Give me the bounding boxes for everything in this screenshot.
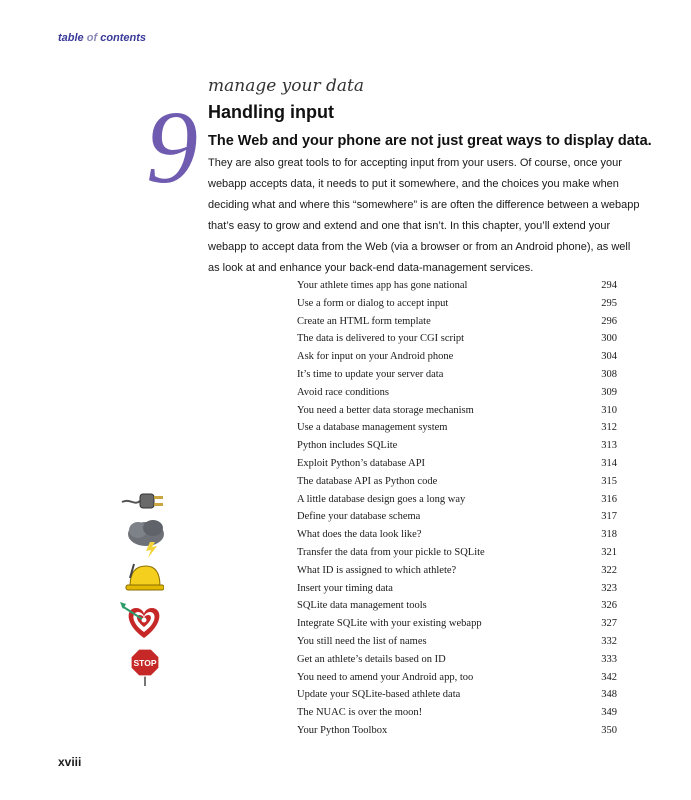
toc-entry-title: Exploit Python’s database API: [297, 457, 426, 469]
plug-icon: [120, 488, 168, 514]
toc-entry[interactable]: [297, 437, 617, 455]
toc-entry-page: 310: [601, 404, 617, 416]
header-prefix: table: [58, 32, 84, 44]
toc-entry-page: 321: [601, 546, 617, 558]
toc-entry-title: Use a database management system: [297, 422, 448, 434]
chapter-number: 9: [146, 90, 198, 205]
toc-entry-page: 296: [601, 315, 617, 327]
toc-entry-page: 348: [601, 689, 617, 701]
toc-entry[interactable]: [297, 526, 617, 544]
toc-entry-title: Use a form or dialog to accept input: [297, 297, 449, 309]
toc-entry-title: Update your SQLite-based athlete data: [297, 689, 461, 701]
toc-entry[interactable]: [297, 704, 617, 722]
toc-entry-title: What does the data look like?: [297, 529, 422, 541]
toc-entry-title: The NUAC is over the moon!: [297, 707, 423, 719]
toc-entry-title: Your Python Toolbox: [297, 724, 388, 736]
toc-entry-page: 295: [601, 297, 617, 309]
toc-entry-title: SQLite data management tools: [297, 600, 427, 612]
storm-cloud-icon: [126, 518, 168, 558]
toc-entry[interactable]: [297, 384, 617, 402]
toc-entry-title: A little database design goes a long way: [297, 493, 466, 505]
toc-entry[interactable]: [297, 348, 617, 366]
toc-entry-title: The database API as Python code: [297, 475, 438, 487]
target-heart-icon: [120, 600, 168, 640]
toc-entry[interactable]: [297, 615, 617, 633]
toc-entry-page: 318: [601, 529, 617, 541]
toc-entry[interactable]: [297, 313, 617, 331]
toc-entry-page: 317: [601, 511, 617, 523]
toc-entry-page: 314: [601, 457, 617, 469]
hard-hat-icon: [124, 560, 164, 594]
toc-entry-title: Python includes SQLite: [297, 440, 398, 452]
toc-entry[interactable]: [297, 455, 617, 473]
toc-entry-page: 327: [601, 618, 617, 630]
toc-entry-title: Ask for input on your Android phone: [297, 351, 454, 363]
header-of: of: [86, 32, 98, 44]
toc-entry-page: 316: [601, 493, 617, 505]
toc-entry[interactable]: [297, 580, 617, 598]
page-number: xviii: [58, 755, 82, 769]
toc-entry[interactable]: [297, 597, 617, 615]
toc-entry[interactable]: [297, 330, 617, 348]
section-header: [58, 32, 146, 44]
toc-entry-page: 294: [601, 280, 617, 291]
toc-entry[interactable]: [297, 491, 617, 509]
toc-entry[interactable]: [297, 366, 617, 384]
toc-entry-page: 349: [601, 707, 617, 719]
toc-entry-title: Transfer the data from your pickle to SQLite: [297, 546, 485, 558]
toc-entry-page: 304: [601, 351, 617, 363]
toc-entry-page: 332: [601, 635, 617, 647]
toc-entry-page: 322: [601, 564, 617, 576]
toc-entry-page: 313: [601, 440, 617, 452]
toc-entry-title: The data is delivered to your CGI script: [297, 333, 465, 345]
toc-list: [297, 277, 617, 740]
toc-entry-page: 308: [601, 368, 617, 380]
toc-entry-page: 315: [601, 475, 617, 487]
toc-entry-page: 342: [601, 671, 617, 683]
stop-sign-icon: [130, 648, 160, 686]
toc-entry[interactable]: [297, 633, 617, 651]
toc-entry-title: You still need the list of names: [297, 635, 427, 647]
toc-entry[interactable]: [297, 669, 617, 687]
toc-entry[interactable]: [297, 508, 617, 526]
toc-entry[interactable]: [297, 295, 617, 313]
toc-entry-title: Your athlete times app has gone national: [297, 280, 468, 291]
toc-entry-page: 300: [601, 333, 617, 345]
toc-entry-title: You need to amend your Android app, too: [297, 671, 474, 683]
chapter-title: Handling input: [208, 102, 334, 122]
toc-entry-title: Insert your timing data: [297, 582, 393, 594]
toc-entry[interactable]: [297, 544, 617, 562]
chapter-description: They are also great tools to for accepting input from your users. Of course, once your webapp accepts data, it needs to put it somewhere, and the choices you make when deciding what and where this “somewhere” is are often the difference between a webapp that’s easy to grow and extend and one that isn’t. In this chapter, you’ll extend your webapp to accept data from the Web (via a browser or from an Android phone), as well as look at and enhance your back-end data-management services.: [208, 157, 640, 274]
toc-entry[interactable]: [297, 277, 617, 295]
toc-entry-title: Avoid race conditions: [297, 386, 389, 398]
header-suffix: contents: [100, 32, 147, 44]
toc-entry-page: 323: [601, 582, 617, 594]
toc-entry-title: You need a better data storage mechanism: [297, 404, 474, 416]
toc-entry[interactable]: [297, 686, 617, 704]
chapter-subtitle: manage your data: [208, 76, 364, 96]
toc-entry-title: Integrate SQLite with your existing webapp: [297, 618, 482, 630]
toc-entry-page: 326: [601, 600, 617, 612]
toc-entry-page: 333: [601, 653, 617, 665]
toc-entry[interactable]: [297, 562, 617, 580]
chapter-lead: The Web and your phone are not just great ways to display data.: [208, 133, 652, 149]
toc-entry-title: What ID is assigned to which athlete?: [297, 564, 457, 576]
toc-entry-title: Create an HTML form template: [297, 315, 431, 327]
toc-entry[interactable]: [297, 419, 617, 437]
toc-entry-page: 312: [601, 422, 617, 434]
toc-entry[interactable]: [297, 722, 617, 740]
toc-entry-title: Define your database schema: [297, 511, 421, 523]
toc-entry[interactable]: [297, 402, 617, 420]
stop-sign-text: STOP: [133, 658, 157, 668]
toc-entry-title: It’s time to update your server data: [297, 368, 444, 380]
toc-entry-title: Get an athlete’s details based on ID: [297, 653, 446, 665]
toc-entry[interactable]: [297, 473, 617, 491]
toc-entry-page: 309: [601, 386, 617, 398]
toc-entry-page: 350: [601, 724, 617, 736]
toc-entry[interactable]: [297, 651, 617, 669]
